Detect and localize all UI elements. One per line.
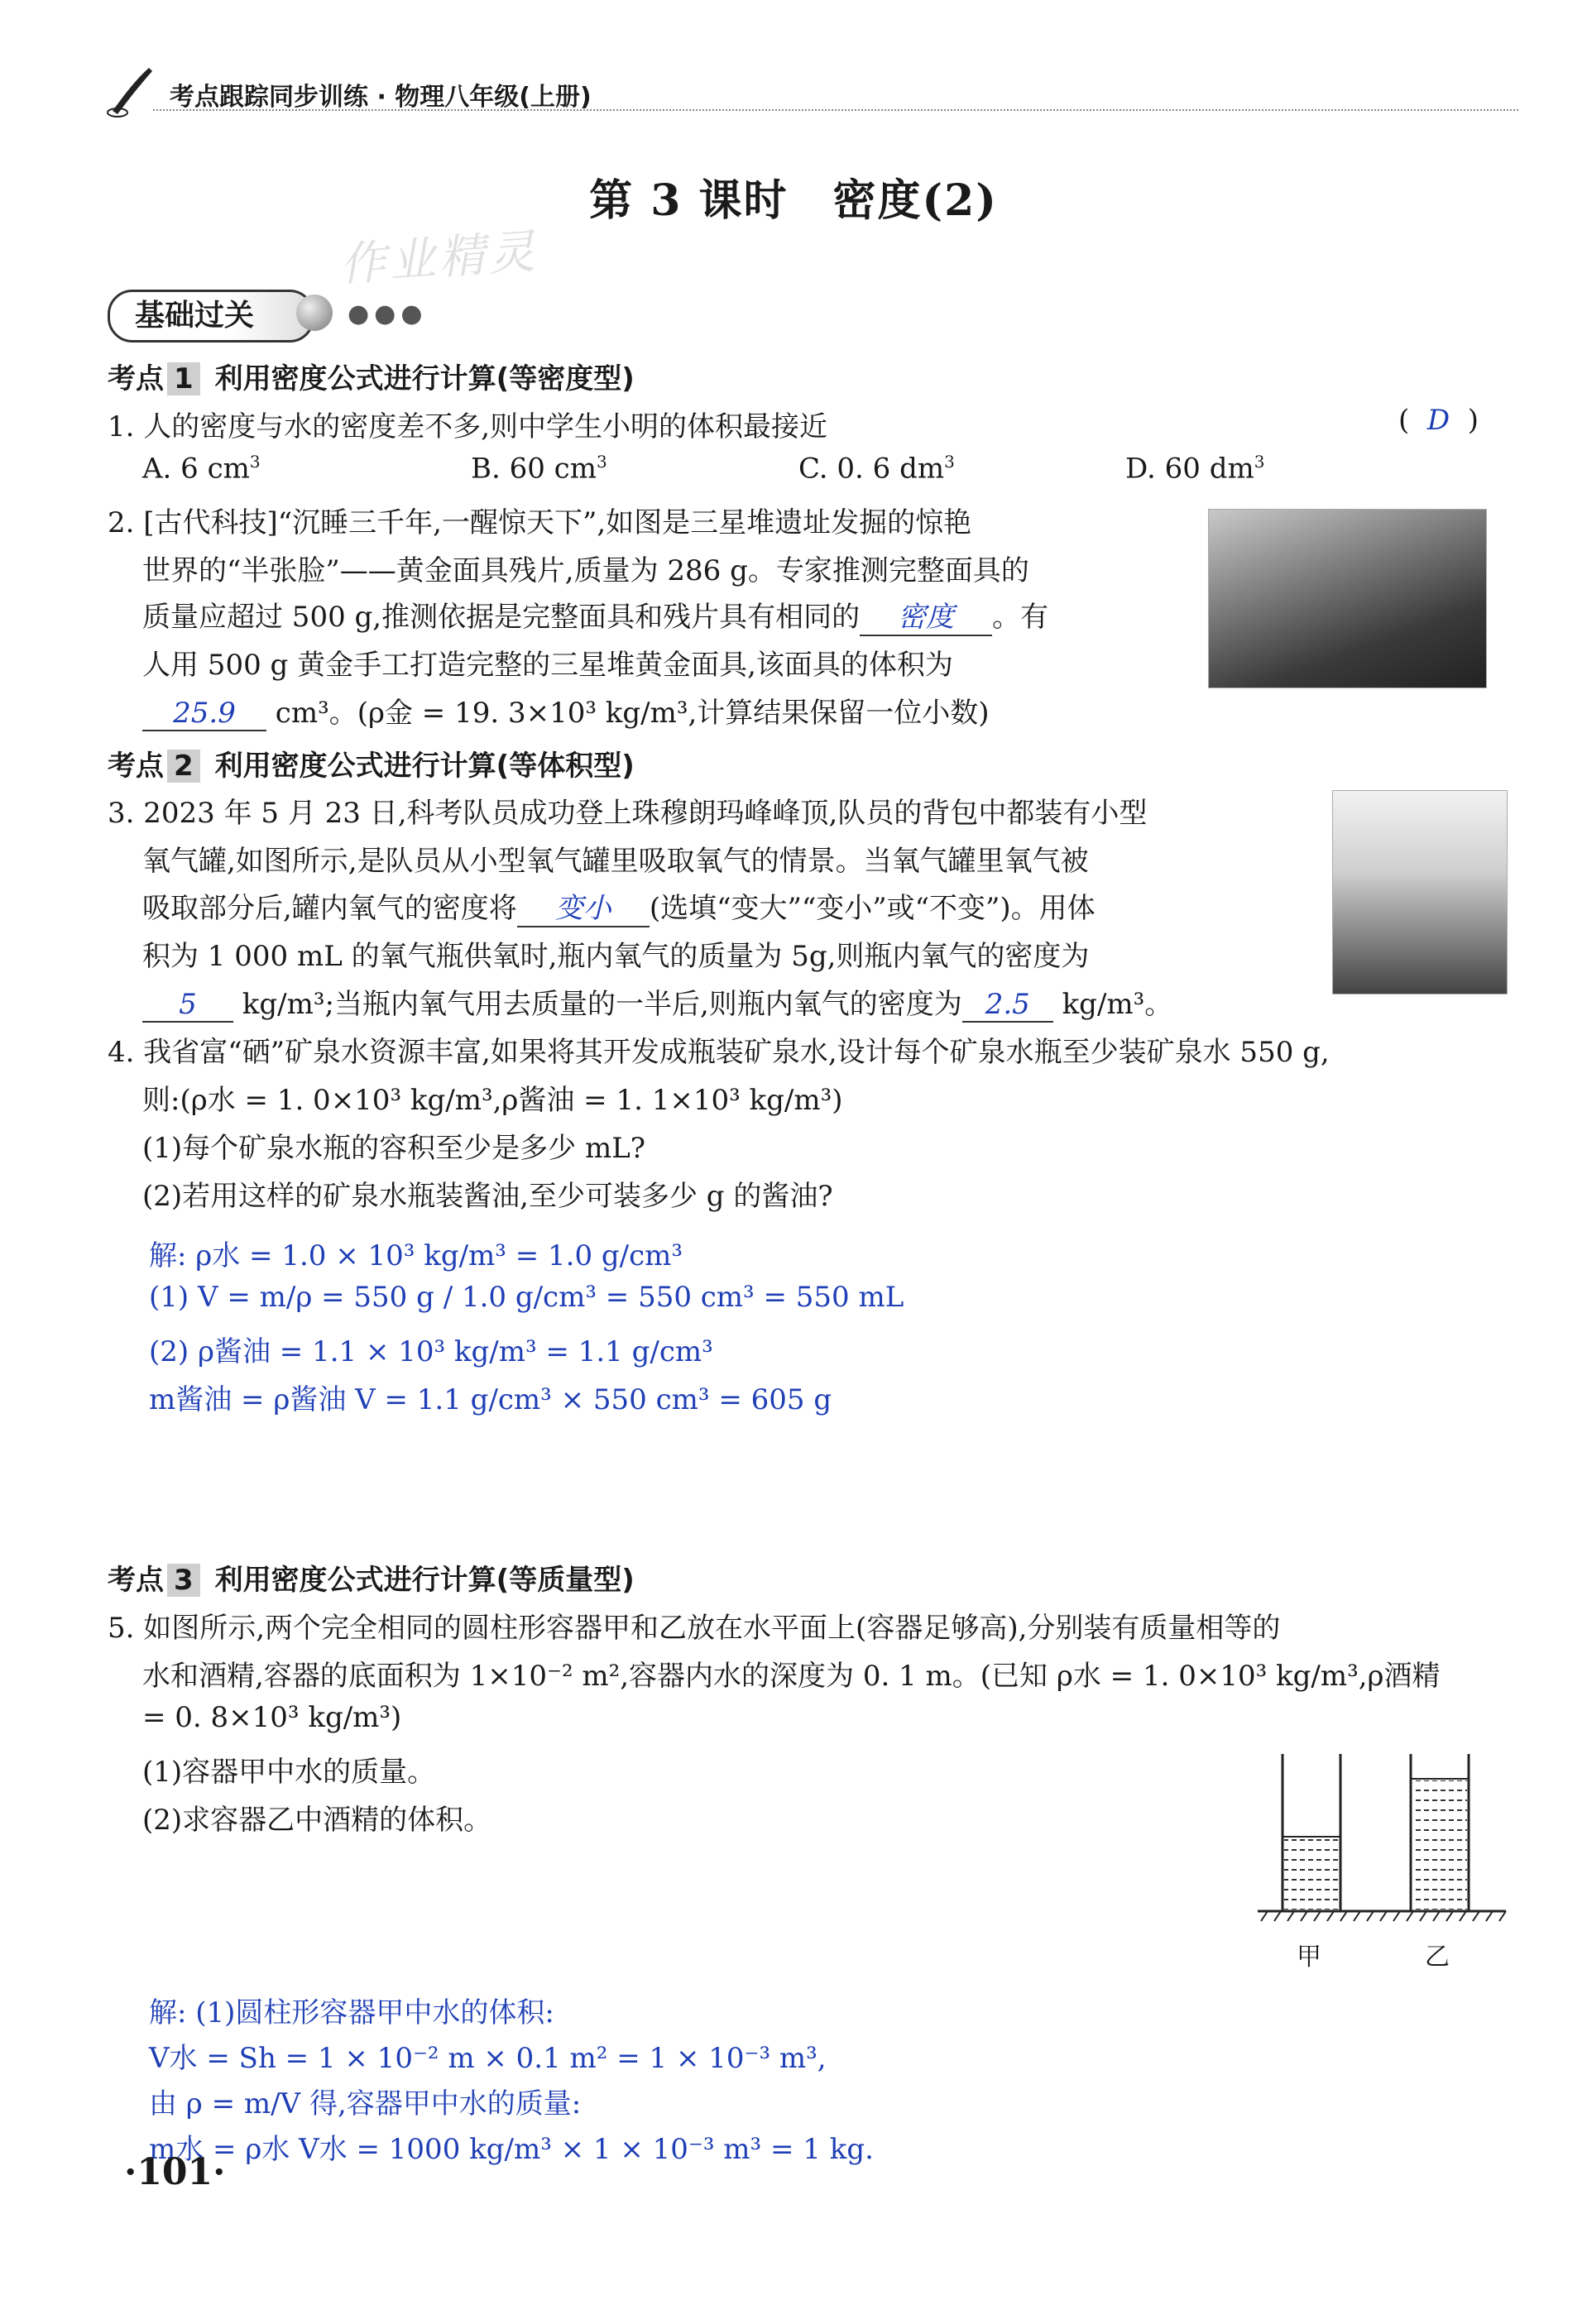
q4-sol-1: 解: ρ水 = 1.0 × 10³ kg/m³ = 1.0 g/cm³ [149,1239,683,1272]
q2-line2: 世界的“半张脸”——黄金面具残片,质量为 286 g。专家推测完整面具的 [142,554,1029,587]
q2-fill2: 25.9 [142,697,266,731]
pen-icon [106,65,156,117]
q1-opt-d: D. 60 $dm^3$ [1125,452,1265,486]
q5-line2: 水和酒精,容器的底面积为 1×10⁻² m²,容器内水的深度为 0. 1 m。(已知 ρ水 = 1. 0×10³ kg/m³,ρ酒精 [142,1660,1441,1693]
q5-sol-1: 解: (1)圆柱形容器甲中水的体积: [149,1996,554,2029]
q5-sol-4: m水 = ρ水 V水 = 1000 kg/m³ × 1 × 10⁻³ m³ = 1 kg. [149,2133,874,2166]
q5-line1: 5. 如图所示,两个完全相同的圆柱形容器甲和乙放在水平面上(容器足够高),分别装有质量相等的 [108,1612,1281,1645]
climber-photo [1332,790,1508,994]
q4-line2: 则:(ρ水 = 1. 0×10³ kg/m³,ρ酱油 = 1. 1×10³ kg/m³) [142,1084,843,1117]
badge-dots-icon: ●●● [348,299,428,328]
q2-fill1: 密度 [860,594,992,636]
kp1-text: 利用密度公式进行计算(等密度型) [214,362,635,395]
q1-answer-paren: ( D ) [1398,404,1479,437]
kp1-num: 1 [167,362,200,395]
q5-sub2: (2)求容器乙中酒精的体积。 [142,1804,492,1837]
q4-sub1: (1)每个矿泉水瓶的容积至少是多少 mL? [142,1132,646,1165]
q2-line3: 质量应超过 500 g,推测依据是完整面具和残片具有相同的 密度 。有 [142,594,1048,636]
running-header: 考点跟踪同步训练 · 物理八年级(上册) [170,83,592,112]
q5-sol-3: 由 ρ = m/V 得,容器甲中水的质量: [149,2087,582,2120]
q3-fill2: 5 [142,988,233,1023]
q2-line1: 2. [古代科技]“沉睡三千年,一醒惊天下”,如图是三星堆遗址发掘的惊艳 [108,506,972,539]
q4-sol-2: (1) V = m/ρ = 550 g / 1.0 g/cm³ = 550 cm³ = 550 mL [149,1281,904,1314]
ground-hatch [1261,1911,1506,1921]
q3-fill3: 2.5 [962,988,1053,1023]
q2-line4: 人用 500 g 黄金手工打造完整的三星堆黄金面具,该面具的体积为 [142,649,953,682]
container-yi [1411,1754,1469,1911]
q1-opt-a: A. 6 $cm^3$ [142,452,261,486]
q3-line4: 积为 1 000 mL 的氧气瓶供氧时,瓶内氧气的质量为 5g,则瓶内氧气的密度为 [142,940,1090,973]
q2-line5: 25.9 cm³。(ρ金 = 19. 3×10³ kg/m³,计算结果保留一位小数) [142,690,990,731]
q4-sol-3: (2) ρ酱油 = 1.1 × 10³ kg/m³ = 1.1 g/cm³ [149,1335,713,1368]
q4-sol-4: m酱油 = ρ酱油 V = 1.1 g/cm³ × 550 cm³ = 605 g [149,1383,832,1416]
watermark: 作业精灵 [338,224,540,293]
q3-line3: 吸取部分后,罐内氧气的密度将 变小 (选填“变大”“变小”或“不变”)。用体 [142,885,1096,927]
q5-sol-2: V水 = Sh = 1 × 10⁻² m × 0.1 m² = 1 × 10⁻³ m³, [149,2042,827,2075]
q3-line2: 氧气罐,如图所示,是队员从小型氧气罐里吸取氧气的情景。当氧气罐里氧气被 [142,845,1089,878]
q5-sub1: (1)容器甲中水的质量。 [142,1756,436,1789]
kp1-heading [108,356,635,396]
gold-mask-photo [1208,509,1487,688]
kp2-heading: 考点 2 利用密度公式进行计算(等体积型) [108,750,635,783]
q1-opt-b: B. 60 $cm^3$ [471,452,607,486]
container-jia [1283,1754,1340,1911]
label-yi: 乙 [1425,1943,1450,1972]
page-number: ·101· [124,2151,226,2193]
containers-figure [1249,1746,1514,1953]
q1-stem: 1. 人的密度与水的密度差不多,则中学生小明的体积最接近 [108,410,828,443]
header-rule [153,109,1518,111]
q1-opt-c: C. 0. 6 $dm^3$ [798,452,955,486]
badge-ball-icon [296,295,333,331]
q1-answer: D [1426,404,1450,437]
kp1-label: 考点 [108,362,164,395]
q4-sub2: (2)若用这样的矿泉水瓶装酱油,至少可装多少 g 的酱油? [142,1180,833,1213]
q5-line3: = 0. 8×10³ kg/m³) [142,1701,402,1734]
q3-line1: 3. 2023 年 5 月 23 日,科考队员成功登上珠穆朗玛峰峰顶,队员的背包中都装有小型 [108,797,1148,830]
q3-line5: 5 kg/m³;当瓶内氧气用去质量的一半后,则瓶内氧气的密度为 2.5 kg/m³。 [142,981,1172,1023]
kp3-heading: 考点 3 利用密度公式进行计算(等质量型) [108,1564,635,1597]
label-jia: 甲 [1297,1943,1321,1972]
q3-fill1: 变小 [517,885,650,927]
section-badge: 基础过关 [108,290,314,343]
q4-line1: 4. 我省富“硒”矿泉水资源丰富,如果将其开发成瓶装矿泉水,设计每个矿泉水瓶至少装矿泉水 550 g, [108,1036,1330,1069]
lesson-title: 第 3 课时 密度(2) [589,175,998,226]
